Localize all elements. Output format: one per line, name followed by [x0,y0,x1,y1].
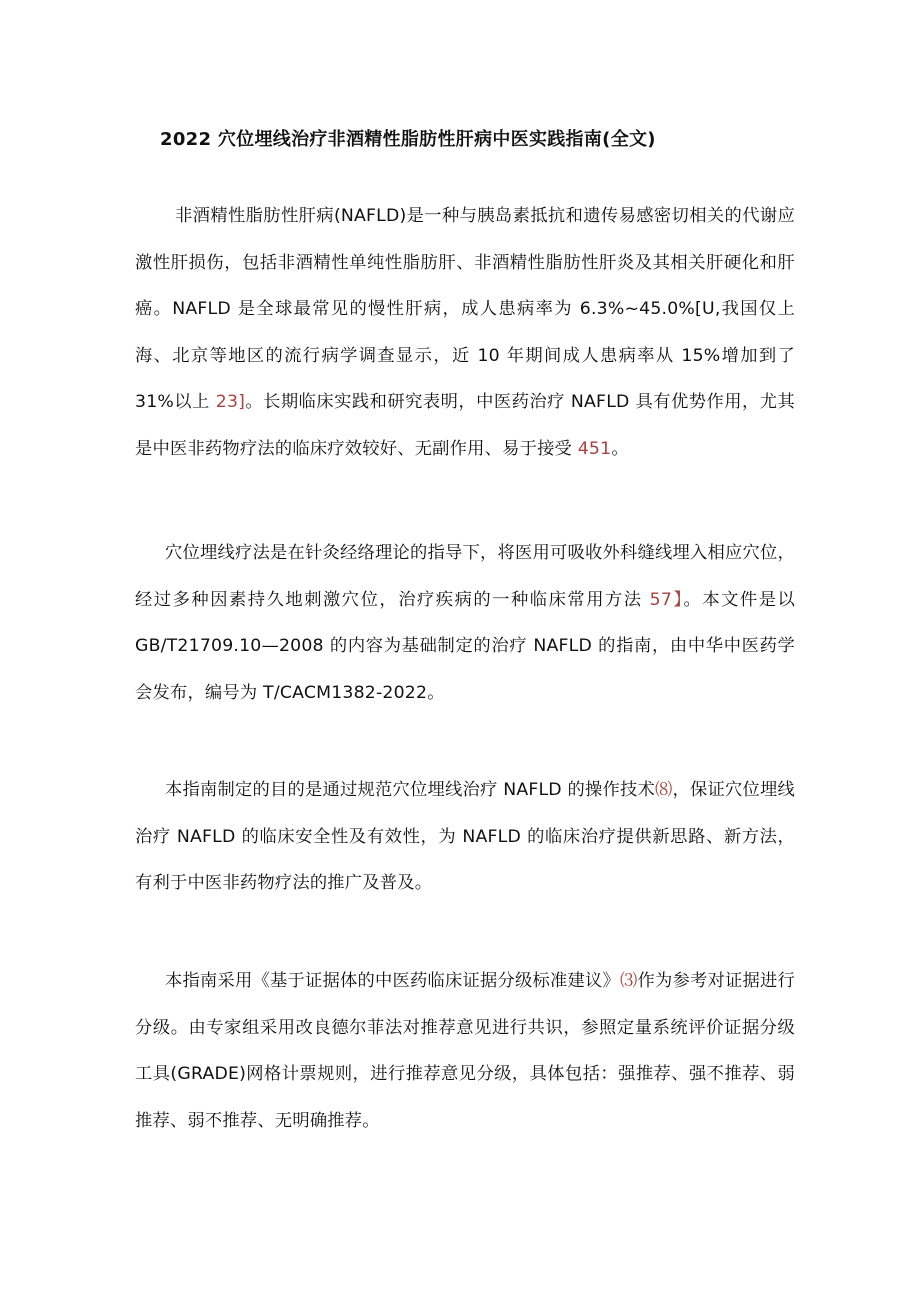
text-segment: 。本文件是以 GB/T21709.10—2008 的内容为基础制定的治疗 NAFLD 的指南，由中华中医药学会发布，编号为 T/CACM1382-2022。 [135,589,795,703]
text-segment: 。 [611,438,629,459]
paragraph-3 [135,767,795,907]
text-segment: ，保证穴位埋线治疗 NAFLD 的临床安全性及有效性，为 NAFLD 的临床治疗提供新思路、新方法，有利于中医非药物疗法的推广及普及。 [135,780,796,894]
text-segment: 本指南采用《基于证据体的中医药临床证据分级标准建议》 [165,971,621,991]
citation-ref: 57】 [649,589,684,610]
text-segment: 穴位埋线疗法是在针灸经络理论的指导下，将医用可吸收外科缝线埋入相应穴位，经过多种因素持久地刺激穴位，治疗疾病的一种临床常用方法 [135,543,795,610]
citation-ref: 451 [577,438,612,459]
text-segment: 。长期临床实践和研究表明，中医药治疗 NAFLD 具有优势作用，尤其是中医非药物疗法的临床疗效较好、无副作用、易于接受 [135,392,795,459]
paragraph-2 [135,530,795,716]
paragraph-4 [135,958,795,1144]
citation-ref: ⑶ [620,971,638,991]
text-segment: 作为参考对证据进行分级。由专家组采用改良德尔菲法对推荐意见进行共识，参照定量系统评价证据分级工具(GRADE)网格计票规则，进行推荐意见分级，具体包括：强推荐、强不推荐、弱推荐、弱不推荐、无明确推荐。 [135,971,796,1131]
paragraph-1 [135,193,795,473]
text-segment: 本指南制定的目的是通过规范穴位埋线治疗 NAFLD 的操作技术 [165,780,656,800]
citation-ref: 23] [215,392,246,413]
citation-ref: ⑻ [655,780,673,800]
document-title: 2022 穴位埋线治疗非酒精性脂肪性肝病中医实践指南(全文) [160,129,656,150]
text-segment: 非酒精性脂肪性肝病(NAFLD)是一种与胰岛素抵抗和遗传易感密切相关的代谢应激性肝损伤，包括非酒精性单纯性脂肪肝、非酒精性脂肪性肝炎及其相关肝硬化和肝癌。NAFLD 是全球最常见的慢性肝病，成人患病率为 6.3%~45.0%[U,我国仅上海、北京等地区的流行病学调查显示，近 10 年期间成人患病率从 15%增加到了 31%以上 [135,206,795,413]
